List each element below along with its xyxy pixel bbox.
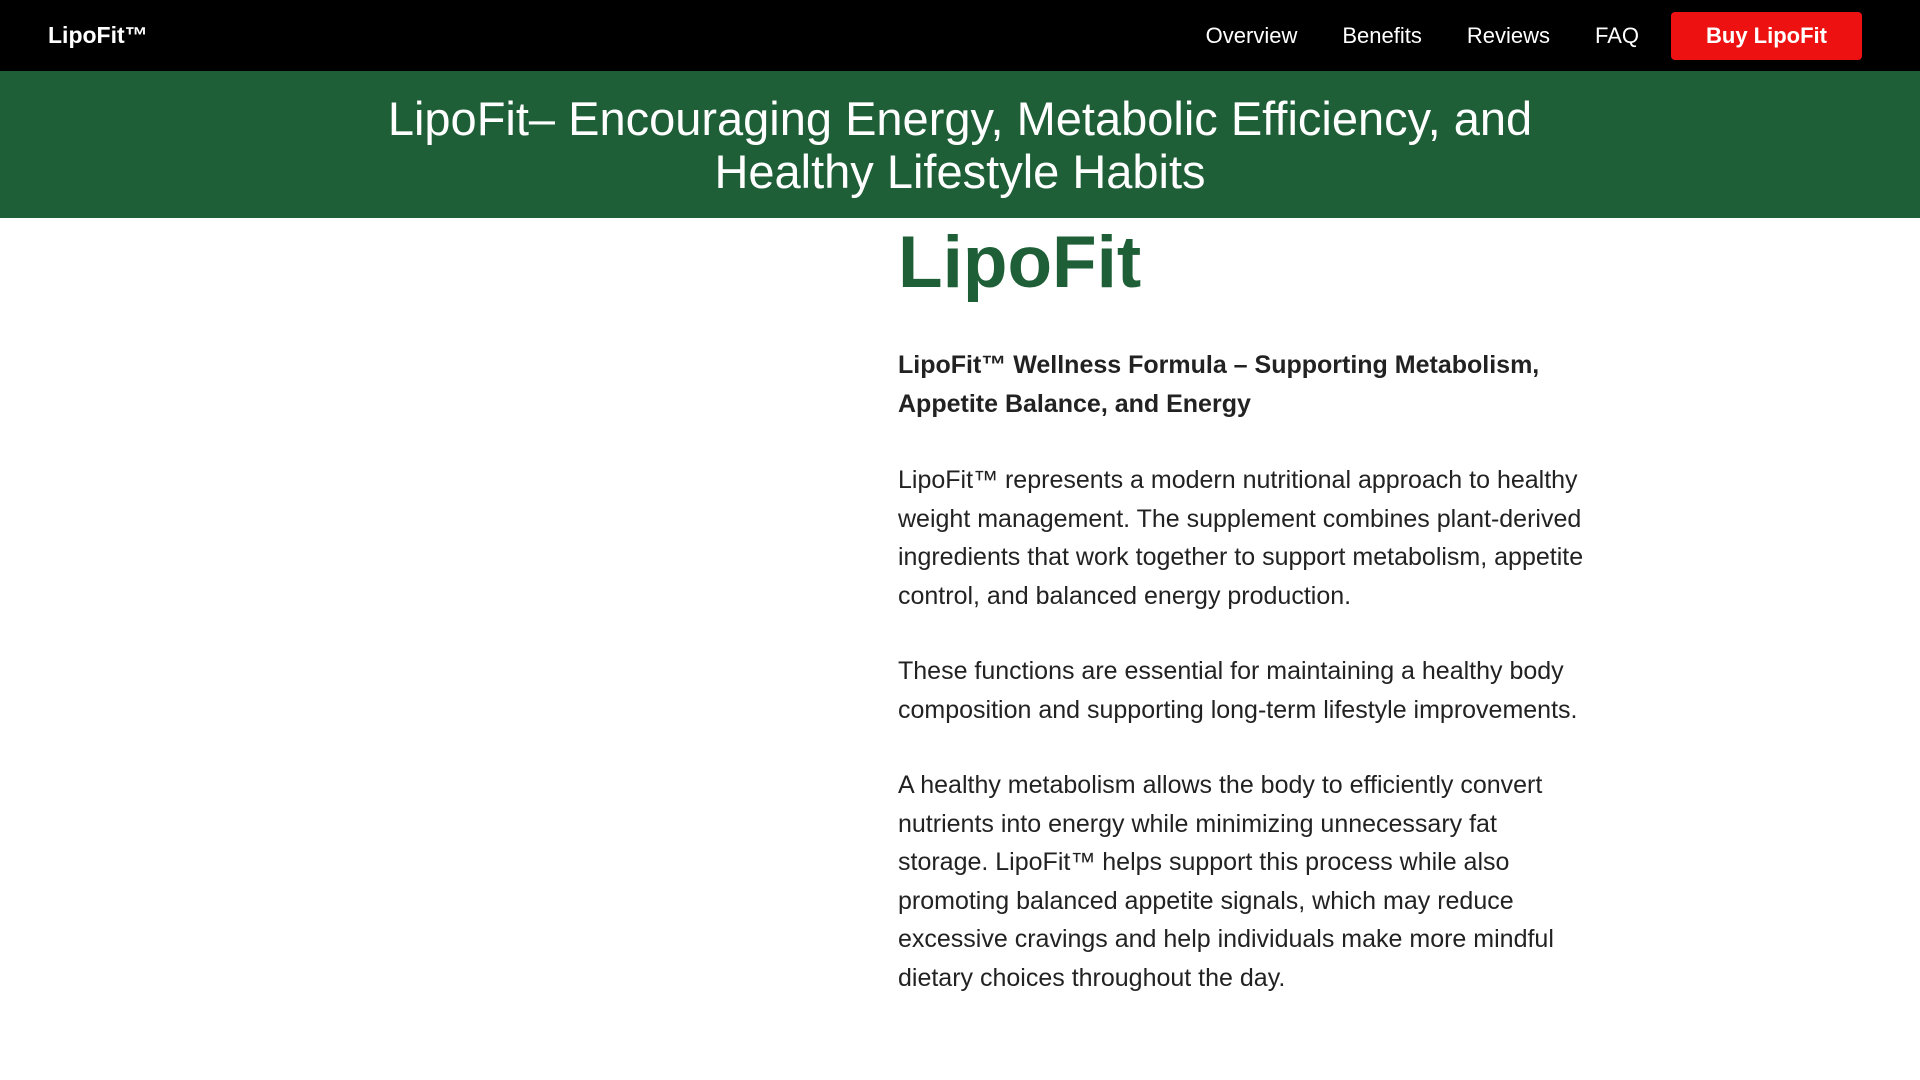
intro-paragraph: LipoFit™ represents a modern nutritional approach to healthy weight management. The supplement combines plant-derived ingredients that work together to support metabolism, appetite control, and balanced energy production. (898, 466, 1584, 610)
main-content (898, 218, 1588, 997)
buy-lipofit-button[interactable]: Buy LipoFit (1671, 12, 1862, 60)
hero-banner (0, 71, 1920, 218)
functions-paragraph: These functions are essential for maintaining a healthy body composition and supporting long-term lifestyle improvements. (898, 657, 1578, 724)
metabolism-paragraph: A healthy metabolism allows the body to efficiently convert nutrients into energy while minimizing unnecessary fat storage. LipoFit™ helps support this process while also promoting balanced appetite signals, which may reduce excessive cravings and help individuals make more mindful dietary choices throughout the day. (898, 771, 1554, 992)
nav-link-overview[interactable]: Overview (1205, 22, 1298, 48)
nav-link-faq[interactable]: FAQ (1594, 22, 1639, 48)
nav-links (1206, 0, 1920, 71)
nav-link-benefits[interactable]: Benefits (1342, 22, 1422, 48)
product-subtitle: LipoFit™ Wellness Formula – Supporting Metabolism, Appetite Balance, and Energy (898, 351, 1540, 418)
top-navigation-bar (0, 0, 1920, 71)
product-title: LipoFit (898, 222, 1142, 303)
banner-title: LipoFit– Encouraging Energy, Metabolic Efficiency, and Healthy Lifestyle Habits (387, 91, 1533, 198)
nav-link-reviews[interactable]: Reviews (1466, 22, 1550, 48)
brand-logo-link[interactable]: LipoFit™ (48, 22, 148, 48)
